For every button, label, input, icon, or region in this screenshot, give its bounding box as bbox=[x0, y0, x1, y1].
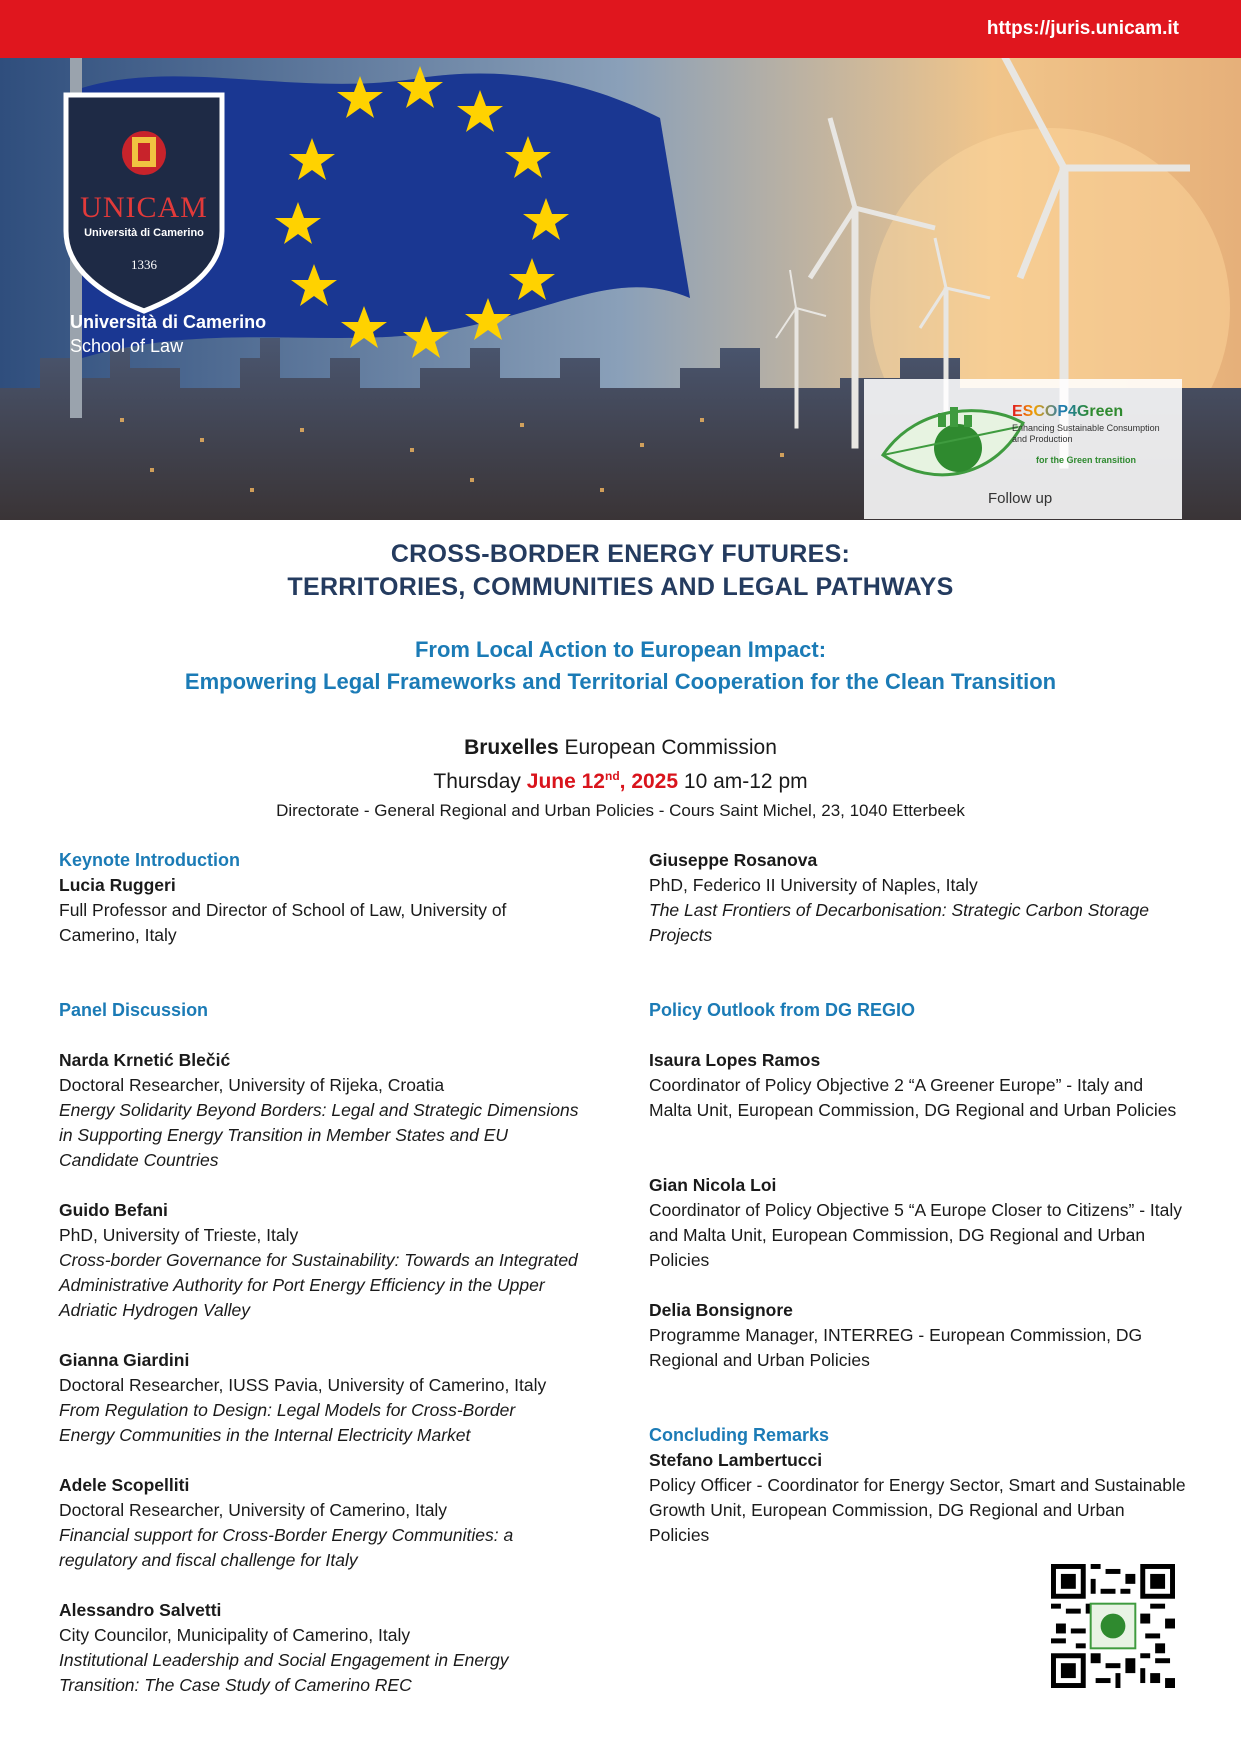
logo-year: 1336 bbox=[131, 257, 157, 272]
speaker-talk: Energy Solidarity Beyond Borders: Legal and Strategic Dimensions in Supporting Energy Transition in Member States and EU Candidate Countries bbox=[59, 1100, 579, 1170]
unicam-logo bbox=[62, 91, 226, 315]
keynote-speaker-role: Full Professor and Director of School of Law, University of Camerino, Italy bbox=[59, 900, 507, 945]
panel-speaker bbox=[59, 1198, 619, 1323]
policy-speaker bbox=[649, 1298, 1189, 1373]
speaker-role: Doctoral Researcher, IUSS Pavia, University of Camerino, Italy bbox=[59, 1375, 547, 1395]
panel-heading: Panel Discussion bbox=[59, 1000, 209, 1020]
speaker-role: City Councilor, Municipality of Camerino, Italy bbox=[59, 1625, 411, 1645]
policy-heading-wrap bbox=[649, 998, 1189, 1023]
keynote-heading: Keynote Introduction bbox=[59, 850, 240, 870]
venue-org: European Commission bbox=[564, 736, 777, 759]
speaker-role: Programme Manager, INTERREG - European Commission, DG Regional and Urban Policies bbox=[649, 1325, 1143, 1370]
event-venue bbox=[0, 733, 1241, 825]
keynote-section bbox=[59, 848, 619, 948]
speaker-talk: The Last Frontiers of Decarbonisation: Strategic Carbon Storage Projects bbox=[649, 900, 1149, 945]
page-title bbox=[0, 538, 1241, 604]
speaker-role: Coordinator of Policy Objective 2 “A Greener Europe” - Italy and Malta Unit, European Commission, DG Regional and Urban Policies bbox=[649, 1075, 1177, 1120]
top-bar bbox=[0, 0, 1241, 58]
qr-code-icon[interactable] bbox=[1051, 1564, 1175, 1688]
speaker-role: Coordinator of Policy Objective 5 “A Europe Closer to Citizens” - Italy and Malta Unit, European Commission, DG Regional and Urban Policies bbox=[649, 1200, 1182, 1270]
university-name: Università di Camerino bbox=[70, 312, 267, 332]
leaf-globe-icon bbox=[878, 393, 1028, 503]
speaker-talk: Financial support for Cross-Border Energy Communities: a regulatory and fiscal challenge for Italy bbox=[59, 1525, 514, 1570]
speaker-name: Guido Befani bbox=[59, 1200, 168, 1220]
panel-speaker bbox=[59, 1598, 619, 1698]
speaker-name: Delia Bonsignore bbox=[649, 1300, 793, 1320]
university-caption bbox=[70, 310, 266, 358]
speaker-talk: From Regulation to Design: Legal Models for Cross-Border Energy Communities in the Internal Electricity Market bbox=[59, 1400, 516, 1445]
event-date: June 12nd, 2025 bbox=[526, 769, 679, 793]
logo-name: UNICAM bbox=[80, 191, 208, 224]
concluding-speaker-name: Stefano Lambertucci bbox=[649, 1450, 823, 1470]
speaker-name: Gianna Giardini bbox=[59, 1350, 190, 1370]
keynote-speaker-name: Lucia Ruggeri bbox=[59, 875, 176, 895]
event-time: 10 am-12 pm bbox=[683, 770, 808, 793]
hero-banner bbox=[0, 58, 1241, 520]
partner-tagline-2: for the Green transition bbox=[1036, 455, 1137, 465]
panel-speaker bbox=[59, 1348, 619, 1448]
subtitle-line-2: Empowering Legal Frameworks and Territorial Cooperation for the Clean Transition bbox=[184, 669, 1057, 694]
speaker-name: Adele Scopelliti bbox=[59, 1475, 190, 1495]
policy-heading: Policy Outlook from DG REGIO bbox=[649, 1000, 916, 1020]
venue-city: Bruxelles bbox=[464, 736, 559, 759]
panel-speaker bbox=[649, 848, 1189, 948]
concluding-section bbox=[649, 1423, 1189, 1548]
speaker-role: Doctoral Researcher, University of Camerino, Italy bbox=[59, 1500, 448, 1520]
title-line-2: TERRITORIES, COMMUNITIES AND LEGAL PATHWAYS bbox=[287, 573, 954, 601]
speaker-name: Narda Krnetić Blečić bbox=[59, 1050, 231, 1070]
policy-speaker bbox=[649, 1048, 1189, 1123]
partner-logo-box bbox=[864, 379, 1182, 519]
logo-subtitle: Università di Camerino bbox=[84, 227, 204, 239]
speaker-role: PhD, University of Trieste, Italy bbox=[59, 1225, 299, 1245]
speaker-role: PhD, Federico II University of Naples, Italy bbox=[649, 875, 978, 895]
website-link[interactable]: https://juris.unicam.it bbox=[986, 18, 1179, 39]
speaker-role: Doctoral Researcher, University of Rijeka, Croatia bbox=[59, 1075, 445, 1095]
speaker-talk: Cross-border Governance for Sustainability: Towards an Integrated Administrative Authority for Port Energy Efficiency in the Upper Adriatic Hydrogen Valley bbox=[59, 1250, 578, 1320]
school-name: School of Law bbox=[70, 336, 184, 356]
speaker-name: Gian Nicola Loi bbox=[649, 1175, 777, 1195]
partner-tagline: Enhancing Sustainable Consumption and Production bbox=[1012, 423, 1160, 444]
concluding-speaker-role: Policy Officer - Coordinator for Energy Sector, Smart and Sustainable Growth Unit, European Commission, DG Regional and Urban Policies bbox=[649, 1475, 1186, 1545]
partner-brand: ESCOP4Green bbox=[1012, 403, 1124, 420]
page-subtitle bbox=[0, 634, 1241, 698]
speaker-talk: Institutional Leadership and Social Engagement in Energy Transition: The Case Study of Camerino REC bbox=[59, 1650, 509, 1695]
panel-speaker bbox=[59, 1473, 619, 1573]
follow-up-label: Follow up bbox=[988, 490, 1053, 507]
panel-speaker bbox=[59, 1048, 619, 1173]
title-line-1: CROSS-BORDER ENERGY FUTURES: bbox=[390, 540, 851, 568]
panel-heading-wrap bbox=[59, 998, 619, 1023]
event-day: Thursday bbox=[433, 770, 521, 793]
concluding-heading: Concluding Remarks bbox=[649, 1425, 830, 1445]
speaker-name: Giuseppe Rosanova bbox=[649, 850, 818, 870]
policy-speaker bbox=[649, 1173, 1189, 1273]
subtitle-line-1: From Local Action to European Impact: bbox=[414, 637, 827, 662]
venue-address: Directorate - General Regional and Urban Policies - Cours Saint Michel, 23, 1040 Etterbeek bbox=[276, 801, 965, 820]
speaker-name: Isaura Lopes Ramos bbox=[649, 1050, 821, 1070]
speaker-name: Alessandro Salvetti bbox=[59, 1600, 222, 1620]
